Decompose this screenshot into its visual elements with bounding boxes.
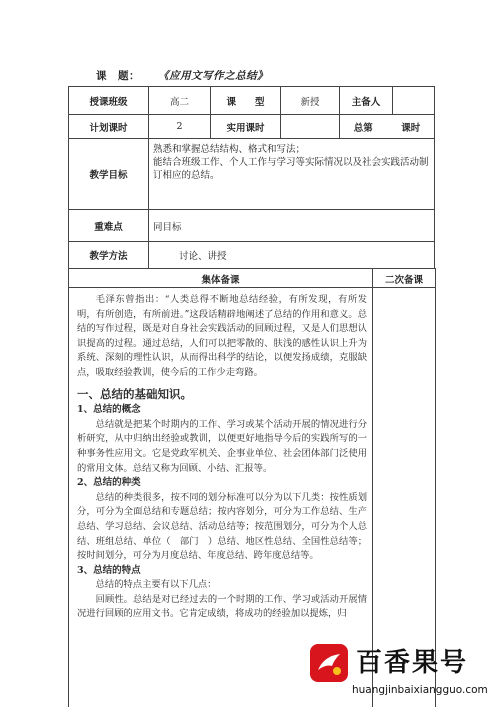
table-row bbox=[69, 87, 435, 115]
brand-url: huangjinbaixiangguo.com bbox=[352, 684, 488, 696]
goals-label: 教学目标 bbox=[69, 139, 149, 210]
table-row bbox=[69, 115, 435, 139]
group-prep-heading: 集体备课 bbox=[201, 275, 240, 286]
paragraph: 总结的特点主要有以下几点： bbox=[95, 579, 217, 591]
brand-name: 百香果号 bbox=[356, 648, 469, 678]
goals-content bbox=[149, 139, 435, 210]
section-heading: 一、总结的基础知识。 bbox=[77, 386, 192, 401]
method-value: 讨论、讲授 bbox=[149, 242, 435, 269]
subsection-heading: 2、总结的种类 bbox=[77, 477, 141, 489]
table-row bbox=[69, 210, 435, 242]
paragraph: 总结的种类很多，按不同的划分标准可以分为以下几类：按性质划分，可分为全面总结和专题总结；按内容划分，可分为工作总结、生产总结、学习总结、会议总结、活动总结等；按范围划分，可分为个人总结、班组总结、单位（ 部门 ）总结、地区性总结、全国性总结等；按时间划分，可分为月度总结、年度总结、跨年度总结等。 bbox=[77, 491, 367, 562]
paragraph: 总结就是把某个时期内的工作、学习或某个活动开展的情况进行分析研究，从中归纳出经验或教训，以便更好地指导今后的实践所写的一种事务性应用文。它是党政军机关、企事业单位、社会团体部门泛使用的常用文体。总结又称为回顾、小结、汇报等。 bbox=[77, 418, 367, 474]
subsection-heading: 1、总结的概念 bbox=[77, 404, 141, 416]
table-row bbox=[69, 139, 435, 210]
second-prep-heading: 二次备课 bbox=[384, 275, 423, 286]
brand-logo-icon bbox=[310, 644, 348, 682]
class-value: 高二 bbox=[149, 87, 211, 115]
course-name: 《应用文写作之总结》 bbox=[158, 70, 269, 82]
actual-label: 实用课时 bbox=[211, 115, 281, 139]
planned-value: 2 bbox=[149, 115, 211, 139]
lesson-text bbox=[77, 293, 367, 622]
total-hours-label: 总第 课时 bbox=[340, 115, 435, 139]
type-label: 课 型 bbox=[211, 87, 281, 115]
subsection-heading: 3、总结的特点 bbox=[77, 564, 141, 576]
goal-line: 熟悉和掌握总结结构、格式和写法； bbox=[153, 144, 306, 155]
goal-line: 能结合班级工作、个人工作与学习等实际情况以及社会实践活动制订相应的总结。 bbox=[153, 157, 429, 181]
paragraph: 回顾性。总结是对已经过去的一个时期的工作、学习或活动开展情况进行回顾的应用文书。它肯定成绩，将成功的经验加以提炼，归 bbox=[77, 593, 367, 620]
intro-paragraph: 毛泽东曾指出：“人类总得不断地总结经验，有所发现，有所发明，有所创造，有所前进。”这段话精辟地阐述了总结的作用和意义。总结的写作过程，既是对自身社会实践活动的回顾过程，又是人们思想认识提高的过程。通过总结，人们可以把零散的、肤浅的感性认识上升为系统、深刻的理性认识，从而得出科学的结论，以便发扬成绩，克服缺点，吸取经验教训，使今后的工作少走弯路。 bbox=[77, 294, 367, 378]
method-label: 教学方法 bbox=[69, 242, 149, 269]
key-points-label: 重难点 bbox=[69, 210, 149, 242]
host-value bbox=[393, 87, 435, 115]
lesson-info-table bbox=[68, 86, 435, 269]
course-title bbox=[96, 68, 268, 83]
host-label: 主备人 bbox=[340, 87, 393, 115]
type-value: 新授 bbox=[281, 87, 340, 115]
table-row bbox=[69, 242, 435, 269]
class-label: 授课班级 bbox=[69, 87, 149, 115]
course-label: 课 题： bbox=[96, 70, 140, 82]
planned-label: 计划课时 bbox=[69, 115, 149, 139]
watermark bbox=[300, 640, 500, 707]
key-points-value: 同目标 bbox=[149, 210, 435, 242]
actual-value bbox=[281, 115, 340, 139]
